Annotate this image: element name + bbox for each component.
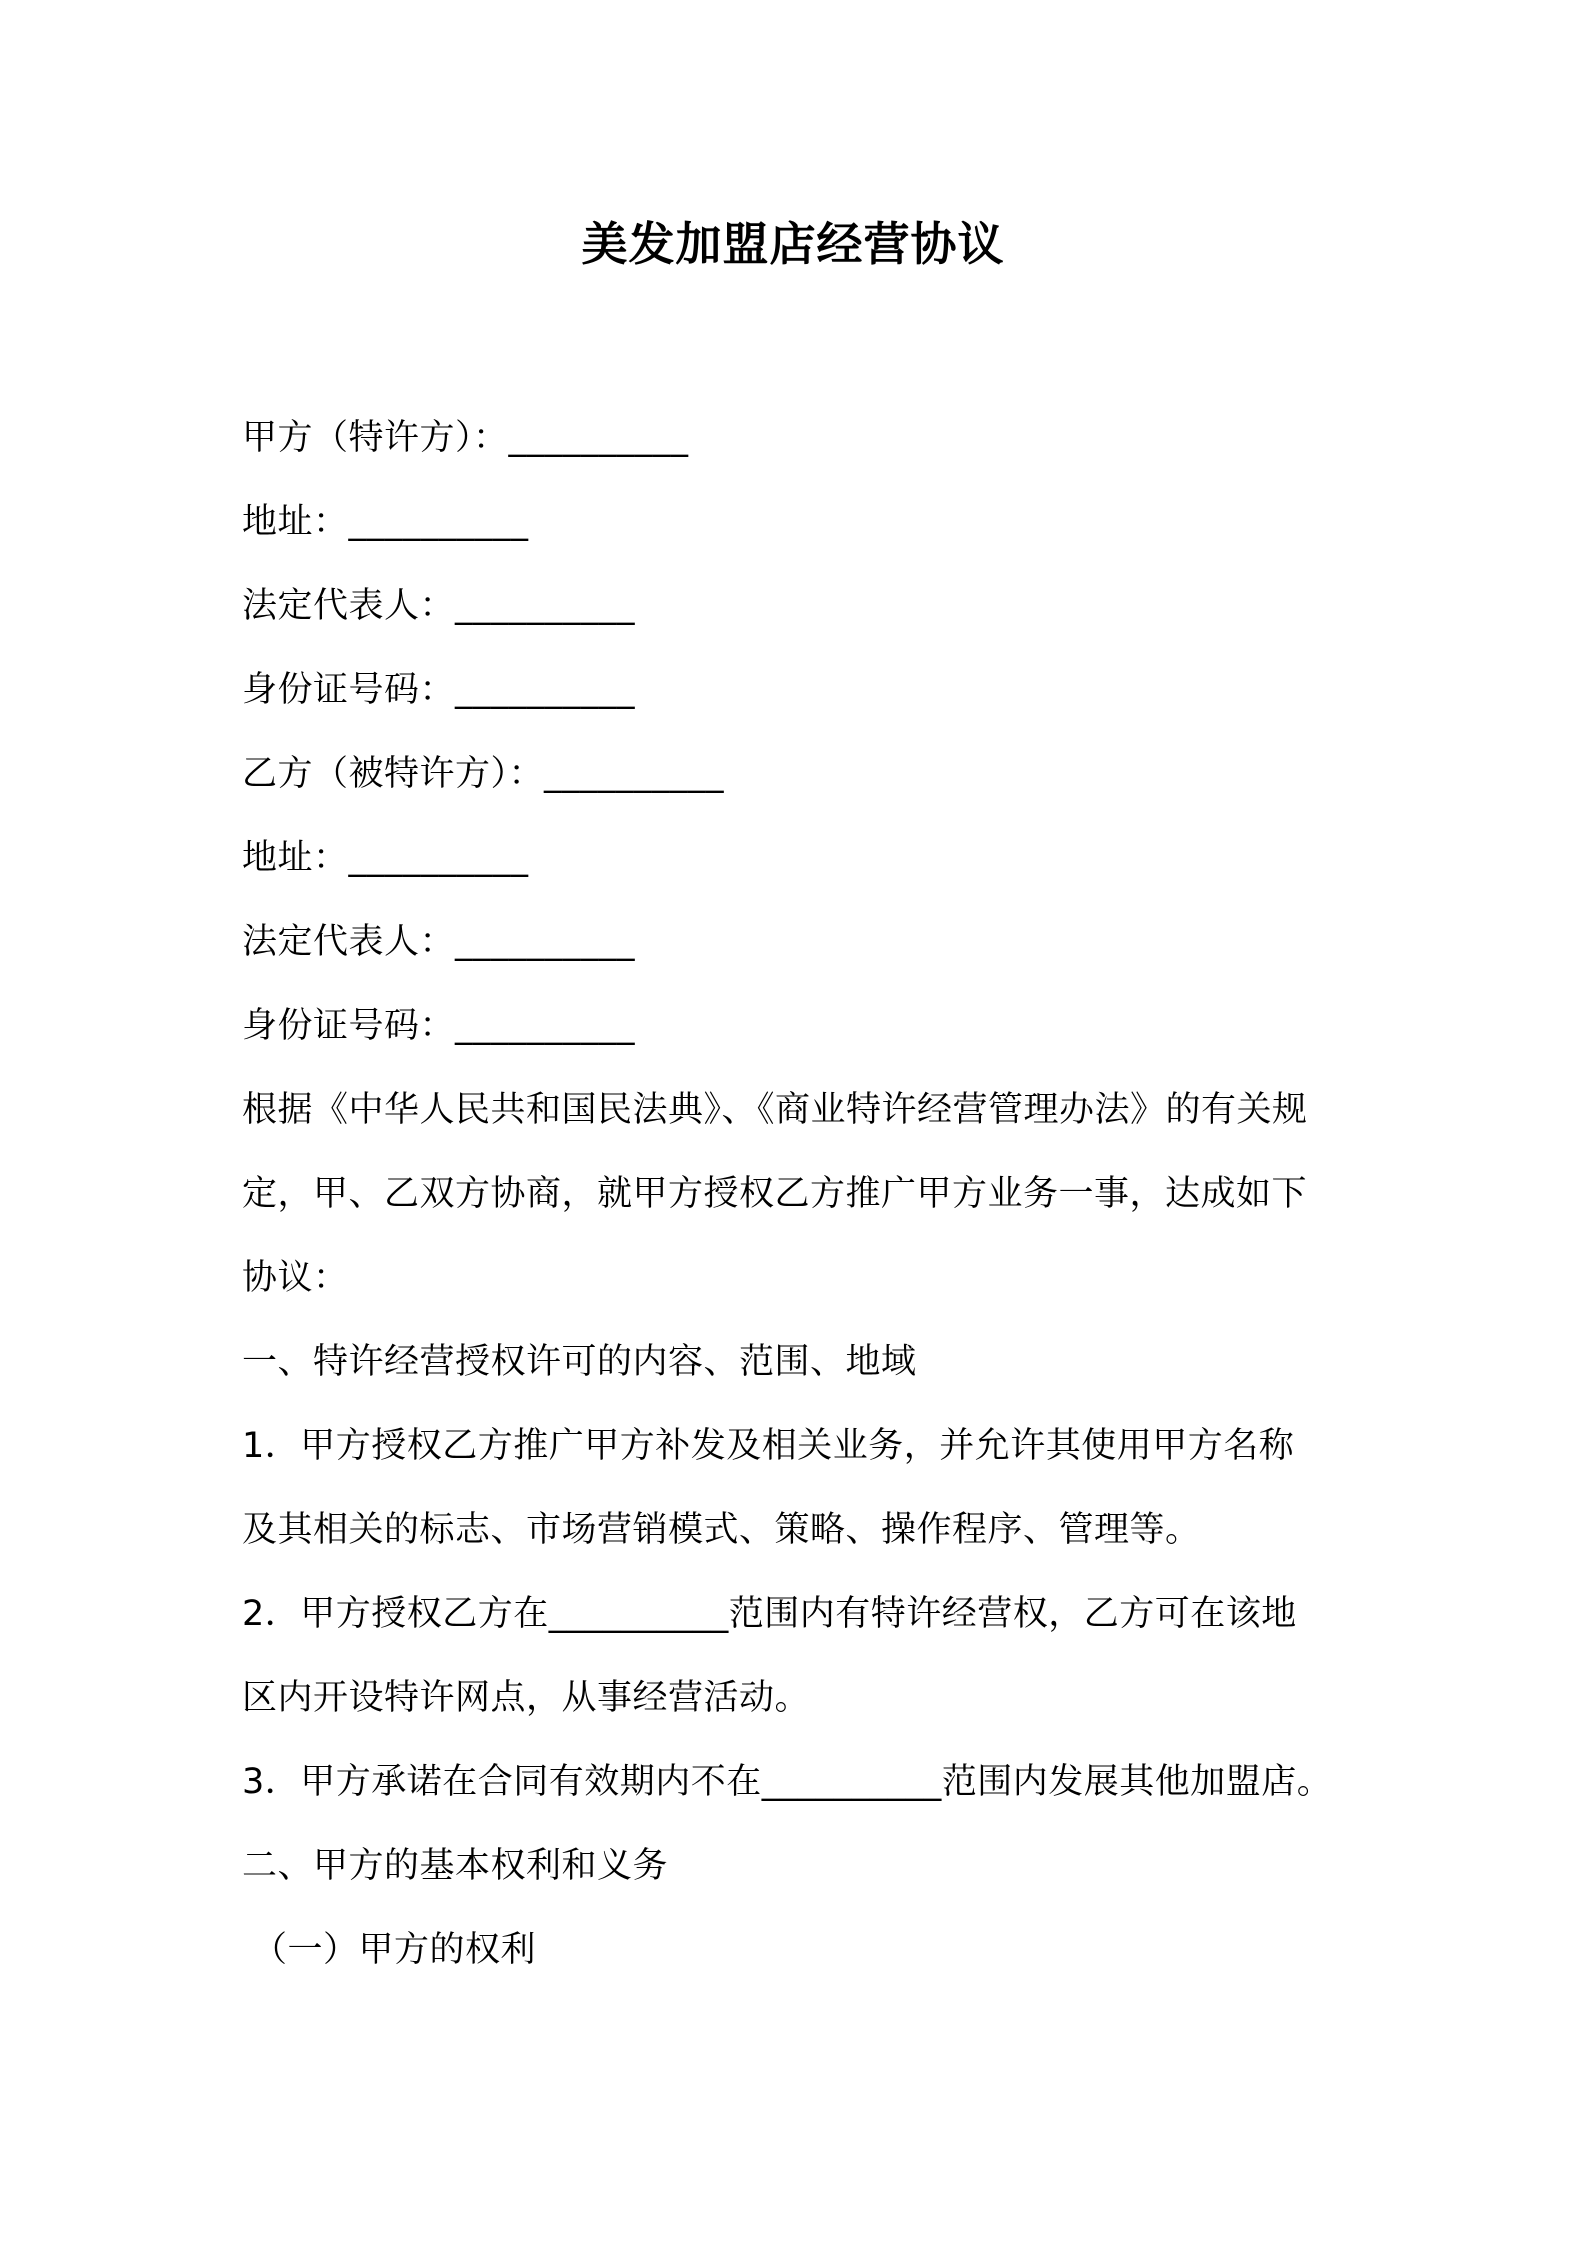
clause-3-line: 3．甲方承诺在合同有效期内不在__________范围内发展其他加盟店。 xyxy=(242,1762,1333,1802)
preamble-line-3: 协议： xyxy=(242,1258,349,1298)
party-b-legal-rep-line: 法定代表人：__________ xyxy=(242,922,636,962)
party-a-legal-rep-line: 法定代表人：__________ xyxy=(242,586,636,626)
clause-1-line-1: 1．甲方授权乙方推广甲方补发及相关业务，并允许其使用甲方名称 xyxy=(242,1426,1295,1466)
section-1-heading: 一、特许经营授权许可的内容、范围、地域 xyxy=(242,1342,917,1382)
clause-2-line-2: 区内开设特许网点，从事经营活动。 xyxy=(242,1678,811,1718)
party-a-line: 甲方（特许方）：__________ xyxy=(242,418,689,458)
section-2-heading: 二、甲方的基本权利和义务 xyxy=(242,1846,669,1886)
clause-2-line-1: 2．甲方授权乙方在__________范围内有特许经营权，乙方可在该地 xyxy=(242,1594,1297,1634)
preamble-line-1: 根据《中华人民共和国民法典》、《商业特许经营管理办法》的有关规 xyxy=(242,1090,1308,1130)
document-title: 美发加盟店经营协议 xyxy=(581,217,1005,271)
party-b-id-line: 身份证号码：__________ xyxy=(242,1006,636,1046)
party-b-line: 乙方（被特许方）：__________ xyxy=(242,754,725,794)
subsection-1-heading: （一）甲方的权利 xyxy=(252,1930,537,1970)
party-b-address-line: 地址：__________ xyxy=(242,838,529,878)
preamble-line-2: 定，甲、乙双方协商，就甲方授权乙方推广甲方业务一事，达成如下 xyxy=(242,1174,1308,1214)
clause-1-line-2: 及其相关的标志、市场营销模式、策略、操作程序、管理等。 xyxy=(242,1510,1201,1550)
party-a-id-line: 身份证号码：__________ xyxy=(242,670,636,710)
party-a-address-line: 地址：__________ xyxy=(242,502,529,542)
